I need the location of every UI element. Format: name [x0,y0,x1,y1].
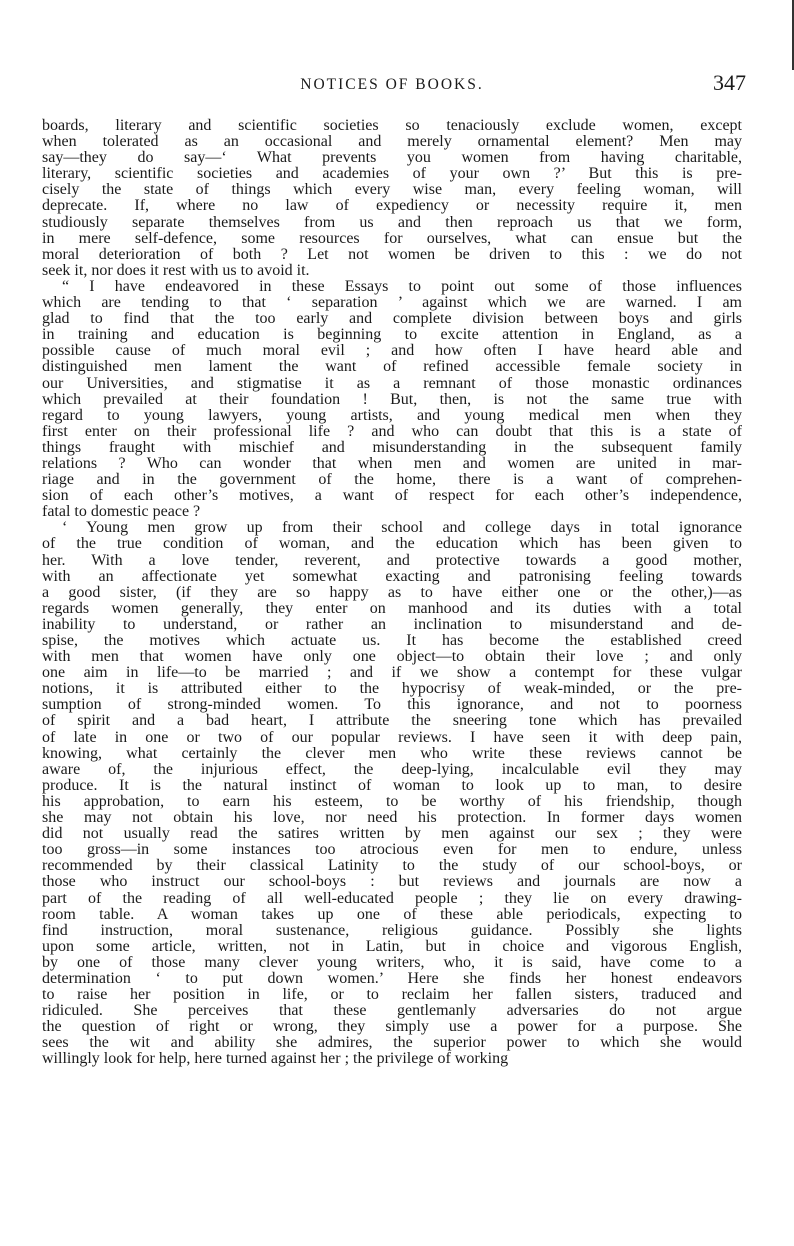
paragraph [42,118,742,279]
text-line: recommended by their classical Latinity to the study of our school-boys, or [42,858,742,875]
text-line: ridiculed. She perceives that these gentlemanly adversaries do not argue [42,1003,742,1020]
text-line: too gross—in some instances too atrocious even for men to endure, unless [42,842,742,859]
paragraph [42,279,742,520]
text-line: seek it, nor does it rest with us to avoid it. [42,262,310,279]
text-line: her. With a love tender, reverent, and protective towards a good mother, [42,552,742,569]
text-line: boards, literary and scientific societies so tenaciously exclude women, except [42,118,742,134]
running-title: NOTICES OF BOOKS. [300,76,484,93]
text-line: knowing, what certainly the clever men who write these reviews cannot be [42,745,742,762]
text-line: regards women generally, they enter on manhood and its duties with a total [42,600,742,617]
text-line: deprecate. If, where no law of expediency or necessity require it, men [42,198,742,215]
text-line: to raise her position in life, or to reclaim her fallen sisters, traduced and [42,987,742,1004]
text-line: she may not obtain his love, nor need his protection. In former days women [42,810,742,827]
text-line: glad to find that the too early and complete division between boys and girls [42,311,742,328]
text-line: first enter on their professional life ? and who can doubt that this is a state of [42,423,742,440]
text-line: ‘ Young men grow up from their school and college days in total ignorance [62,520,742,537]
text-line: of the true condition of woman, and the education which has been given to [42,536,742,553]
text-line: sumption of strong-minded women. To this ignorance, and not to poorness [42,697,742,714]
text-line: relations ? Who can wonder that when men and women are united in mar- [42,455,742,472]
text-line: with an affectionate yet somewhat exacting and patronising feeling towards [42,568,742,585]
text-line: by one of those many clever young writers, who, it is said, have come to a [42,954,742,971]
text-line: inability to understand, or rather an inclination to misunderstand and de- [42,616,742,633]
text-line: willingly look for help, here turned against her ; the privilege of working [42,1051,509,1068]
text-line: studiously separate themselves from us and then reproach us that we form, [42,214,742,231]
text-line: sion of each other’s motives, a want of respect for each other’s independence, [42,488,742,505]
text-line: when tolerated as an occasional and merely ornamental element? Men may [42,134,742,151]
text-line: which prevailed at their foundation ! But, then, is not the same true with [42,391,742,408]
text-line: did not usually read the satires written by men against our sex ; they were [42,826,742,843]
text-line: aware of, the injurious effect, the deep-lying, incalculable evil they may [42,761,742,778]
text-line: his approbation, to earn his esteem, to be worthy of his friendship, though [42,793,742,810]
text-line: distinguished men lament the want of refined accessible female society in [42,359,742,376]
body-text [42,118,742,1068]
text-line: say—they do say—‘ What prevents you women from having charitable, [42,150,742,167]
text-line: cisely the state of things which every wise man, every feeling woman, will [42,182,742,199]
text-line: literary, scientific societies and academies of your own ?’ But this is pre- [42,166,742,183]
text-line: a good sister, (if they are so happy as to have either one or the other,)—as [42,584,742,601]
text-line: possible cause of much moral evil ; and how often I have heard able and [42,343,742,360]
text-line: in mere self-defence, some resources for ourselves, what can ensue but the [42,230,742,247]
text-line: spise, the motives which actuate us. It has become the established creed [42,633,742,649]
text-line: moral deterioration of both ? Let not women be driven to this : we do not [42,246,742,263]
text-line: fatal to domestic peace ? [42,504,201,521]
text-line: room table. A woman takes up one of these able periodicals, expecting to [42,906,742,923]
text-line: regard to young lawyers, young artists, and young medical men when they [42,407,742,424]
text-line: part of the reading of all well-educated people ; they lie on every drawing- [42,890,742,907]
text-line: produce. It is the natural instinct of woman to look up to man, to desire [42,777,742,794]
text-line: those who instruct our school-boys : but reviews and journals are now a [42,874,742,891]
text-line: find instruction, moral sustenance, religious guidance. Possibly she lights [42,922,742,939]
text-line: of spirit and a bad heart, I attribute the sneering tone which has prevailed [42,713,742,730]
text-line: upon some article, written, not in Latin, but in choice and vigorous English, [42,938,742,955]
text-line: “ I have endeavored in these Essays to point out some of those influences [62,278,742,295]
text-line: riage and in the government of the home, there is a want of comprehen- [42,472,742,489]
text-line: of late in one or two of our popular reviews. I have seen it with deep pain, [42,729,742,746]
text-line: our Universities, and stigmatise it as a remnant of those monastic ordinances [42,375,742,392]
text-line: determination ‘ to put down women.’ Here she finds her honest endeavors [42,970,742,987]
text-line: the question of right or wrong, they simply use a power for a purpose. She [42,1019,742,1036]
text-line: in training and education is beginning to excite attention in England, as a [42,327,742,344]
running-head [42,70,746,96]
page-number: 347 [713,70,746,95]
text-line: one aim in life—to be married ; and if we show a contempt for these vulgar [42,665,742,682]
text-line: notions, it is attributed either to the hypocrisy of weak-minded, or the pre- [42,681,742,698]
text-line: with men that women have only one object—to obtain their love ; and only [42,649,742,666]
text-line: things fraught with mischief and misunderstanding in the subsequent family [42,439,742,456]
text-line: sees the wit and ability she admires, the superior power to which she would [42,1035,742,1052]
text-line: which are tending to that ‘ separation ’ against which we are warned. I am [42,295,742,312]
paragraph [42,520,742,1067]
